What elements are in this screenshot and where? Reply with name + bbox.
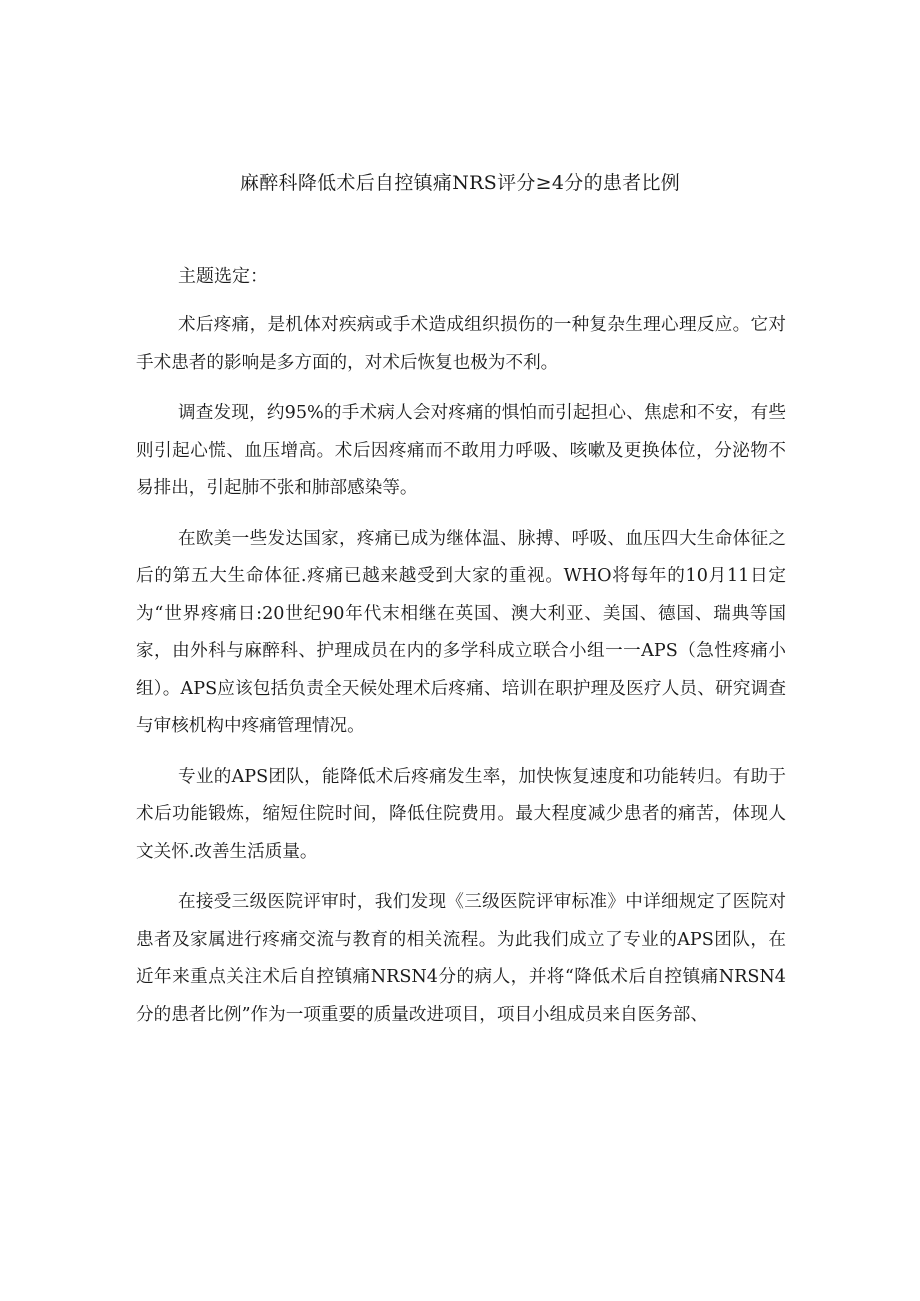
paragraph-survey-findings: 调查发现，约95%的手术病人会对疼痛的惧怕而引起担心、焦虑和不安，有些则引起心慌、血压增高。术后因疼痛而不敢用力呼吸、咳嗽及更换体位，分泌物不易排出，引起肺不张和肺部感染等。 [136, 403, 786, 498]
paragraph-aps-team-benefits: 专业的APS团队，能降低术后疼痛发生率，加快恢复速度和功能转归。有助于术后功能锻炼，缩短住院时间，降低住院费用。最大程度减少患者的痛苦，体现人文关怀.改善生活质量。 [136, 766, 786, 862]
document-title: 麻醉科降低术后自控镇痛NRS评分≥4分的患者比例 [239, 172, 681, 194]
section-heading: 主题选定： [178, 266, 268, 287]
paragraph-postoperative-pain: 术后疼痛，是机体对疾病或手术造成组织损伤的一种复杂生理心理反应。它对手术患者的影响是多方面的，对术后恢复也极为不利。 [136, 315, 786, 373]
paragraph-fifth-vital-sign: 在欧美一些发达国家，疼痛已成为继体温、脉搏、呼吸、血压四大生命体征之后的第五大生命体征.疼痛已越来越受到大家的重视。WHO将每年的10月11日定为“世界疼痛日:20世纪90年代末相继在英国、澳大利亚、美国、德国、瑞典等国家，由外科与麻醉科、护理成员在内的多学科成立联合小组一一APS（急性疼痛小组）。APS应该包括负责全天候处理术后疼痛、培训在职护理及医疗人员、研究调查与审核机构中疼痛管理情况。 [136, 528, 786, 736]
document-body [136, 258, 786, 1047]
paragraph-hospital-review: 在接受三级医院评审时，我们发现《三级医院评审标准》中详细规定了医院对患者及家属进行疼痛交流与教育的相关流程。为此我们成立了专业的APS团队，在近年来重点关注术后自控镇痛NRSN4分的病人，并将“降低术后自控镇痛NRSN4分的患者比例”作为一项重要的质量改进项目，项目小组成员来自医务部、 [136, 892, 786, 1025]
